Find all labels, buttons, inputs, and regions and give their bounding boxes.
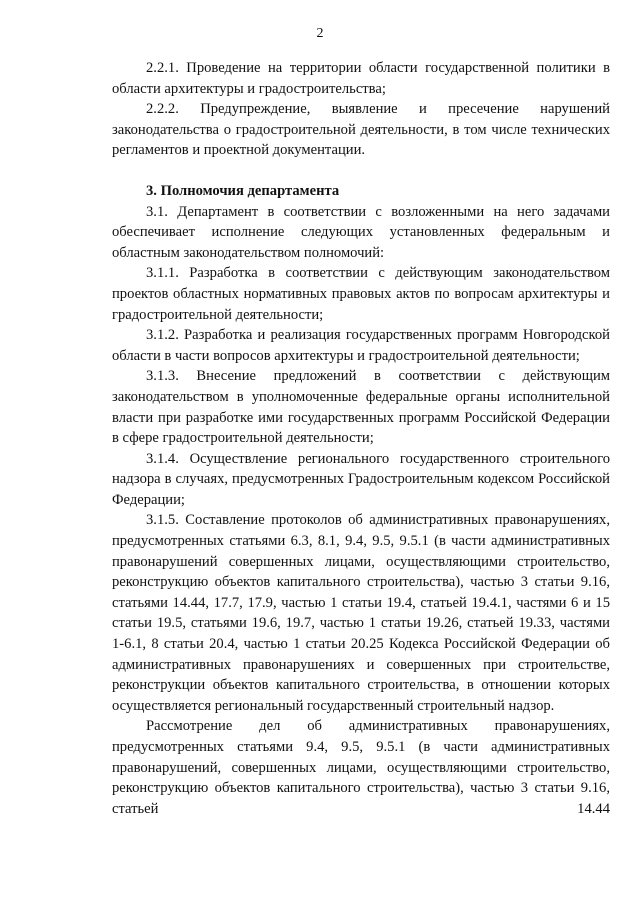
paragraph-case-review: Рассмотрение дел об административных правонарушениях, предусмотренных статьями 9.4, 9.5, 9.5.1 (в части административных правонарушений, совершенных лицами, осуществляющими строительство, реконструкцию объектов капитального строительства), частью 3 статьи 9.16, статьей 14.44 xyxy=(112,718,610,817)
paragraph-3-1-1: 3.1.1. Разработка в соответствии с действующим законодательством проектов областных нормативных правовых актов по вопросам архитектуры и градостроительной деятельности; xyxy=(112,265,610,323)
paragraph-2-2-1: 2.2.1. Проведение на территории области государственной политики в области архитектуры и градостроительства; xyxy=(112,60,610,97)
paragraph-3-1-4: 3.1.4. Осуществление регионального государственного строительного надзора в случаях, предусмотренных Градостроительным кодексом Российской Федерации; xyxy=(112,450,610,508)
paragraph-3-1-3: 3.1.3. Внесение предложений в соответствии с действующим законодательством в уполномоченные федеральные органы исполнительной власти при разработке ими государственных программ Российской Федерации в сфере градостроительной деятельности; xyxy=(112,368,610,447)
page-number: 2 xyxy=(316,26,324,41)
paragraph-3-1: 3.1. Департамент в соответствии с возложенными на него задачами обеспечивает исполнение следующих установленных федеральным и областным законодательством полномочий: xyxy=(112,203,610,261)
paragraph-3-1-2: 3.1.2. Разработка и реализация государственных программ Новгородской области в части вопросов архитектуры и градостроительной деятельности; xyxy=(112,327,610,364)
section-heading: 3. Полномочия департамента xyxy=(146,182,340,199)
paragraph-2-2-2: 2.2.2. Предупреждение, выявление и пресечение нарушений законодательства о градостроительной деятельности, в том числе технических регламентов и проектной документации. xyxy=(112,101,610,159)
paragraph-3-1-5: 3.1.5. Составление протоколов об административных правонарушениях, предусмотренных статьями 6.3, 8.1, 9.4, 9.5, 9.5.1 (в части административных правонарушений совершенных лицами, осуществляющими строительство, реконструкцию объектов капитального строительства), частью 3 статьи 9.16, статьями 14.44, 17.7, 17.9, частью 1 статьи 19.4, статьей 19.4.1, частями 6 и 15 статьи 19.5, статьями 19.6, 19.7, частью 1 статьи 19.26, статьей 19.33, частями 1-6.1, 8 статьи 20.4, частью 1 статьи 20.25 Кодекса Российской Федерации об административных правонарушениях и совершенных при строительстве, реконструкции объектов капитального строительства, в отношении которых осуществляется региональный государственный строительный надзор. xyxy=(112,512,610,714)
document-body xyxy=(112,58,610,819)
